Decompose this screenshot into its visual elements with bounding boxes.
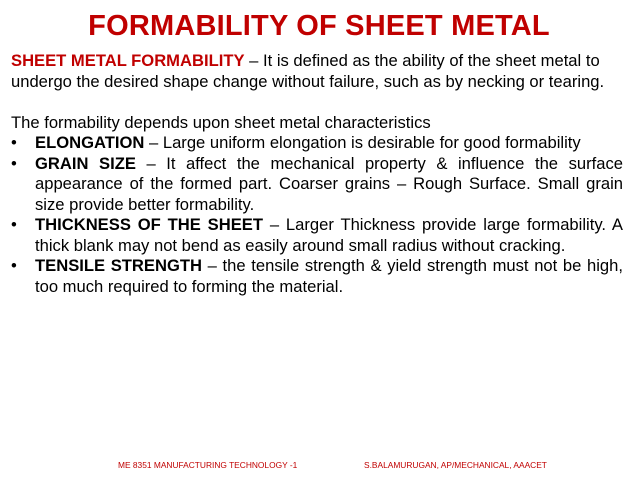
definition-text: – It is defined as the ability of the sheet metal to undergo the desired shape change without failure, such as by necking or tearing. <box>11 51 605 91</box>
definition-paragraph <box>11 51 623 92</box>
list-item-term: GRAIN SIZE <box>35 153 136 173</box>
list-item-text <box>35 154 623 216</box>
footer-author: S.BALAMURUGAN, AP/MECHANICAL, AAACET <box>364 460 547 470</box>
list-item-thickness <box>11 215 623 256</box>
bullet-icon: • <box>11 133 17 152</box>
list-item-grain-size <box>11 154 623 216</box>
slide-content <box>11 51 623 297</box>
list-item-elongation <box>11 133 623 154</box>
bullet-icon: • <box>11 153 17 173</box>
list-item-tensile-strength <box>11 256 623 297</box>
list-item-text <box>35 215 623 256</box>
list-item-description: – Larger Thickness provide large formability. A thick blank may not bend as easily around small radius without cracking. <box>35 215 624 255</box>
bullet-icon: • <box>11 215 17 234</box>
list-item-description: – the tensile strength & yield strength must not be high, too much required to forming the material. <box>35 256 623 296</box>
list-item-description: – It affect the mechanical property & influence the surface appearance of the formed part. Coarser grains – Rough Surface. Small grain size provide better formability. <box>35 153 623 214</box>
list-item-term: TENSILE STRENGTH <box>35 256 202 275</box>
lead-sentence: The formability depends upon sheet metal characteristics <box>11 112 431 132</box>
slide-title: FORMABILITY OF SHEET METAL <box>88 10 550 42</box>
slide-footer <box>0 460 638 472</box>
characteristics-list <box>11 133 623 297</box>
list-item-text <box>35 256 623 297</box>
list-item-term: THICKNESS OF THE SHEET <box>35 215 263 234</box>
list-item-term: ELONGATION <box>35 133 145 152</box>
footer-course: ME 8351 MANUFACTURING TECHNOLOGY -1 <box>118 460 298 470</box>
list-item-text <box>35 133 623 154</box>
list-item-description: – Large uniform elongation is desirable for good formability <box>144 133 581 152</box>
definition-term: SHEET METAL FORMABILITY <box>11 51 245 70</box>
bullet-icon: • <box>11 256 17 275</box>
